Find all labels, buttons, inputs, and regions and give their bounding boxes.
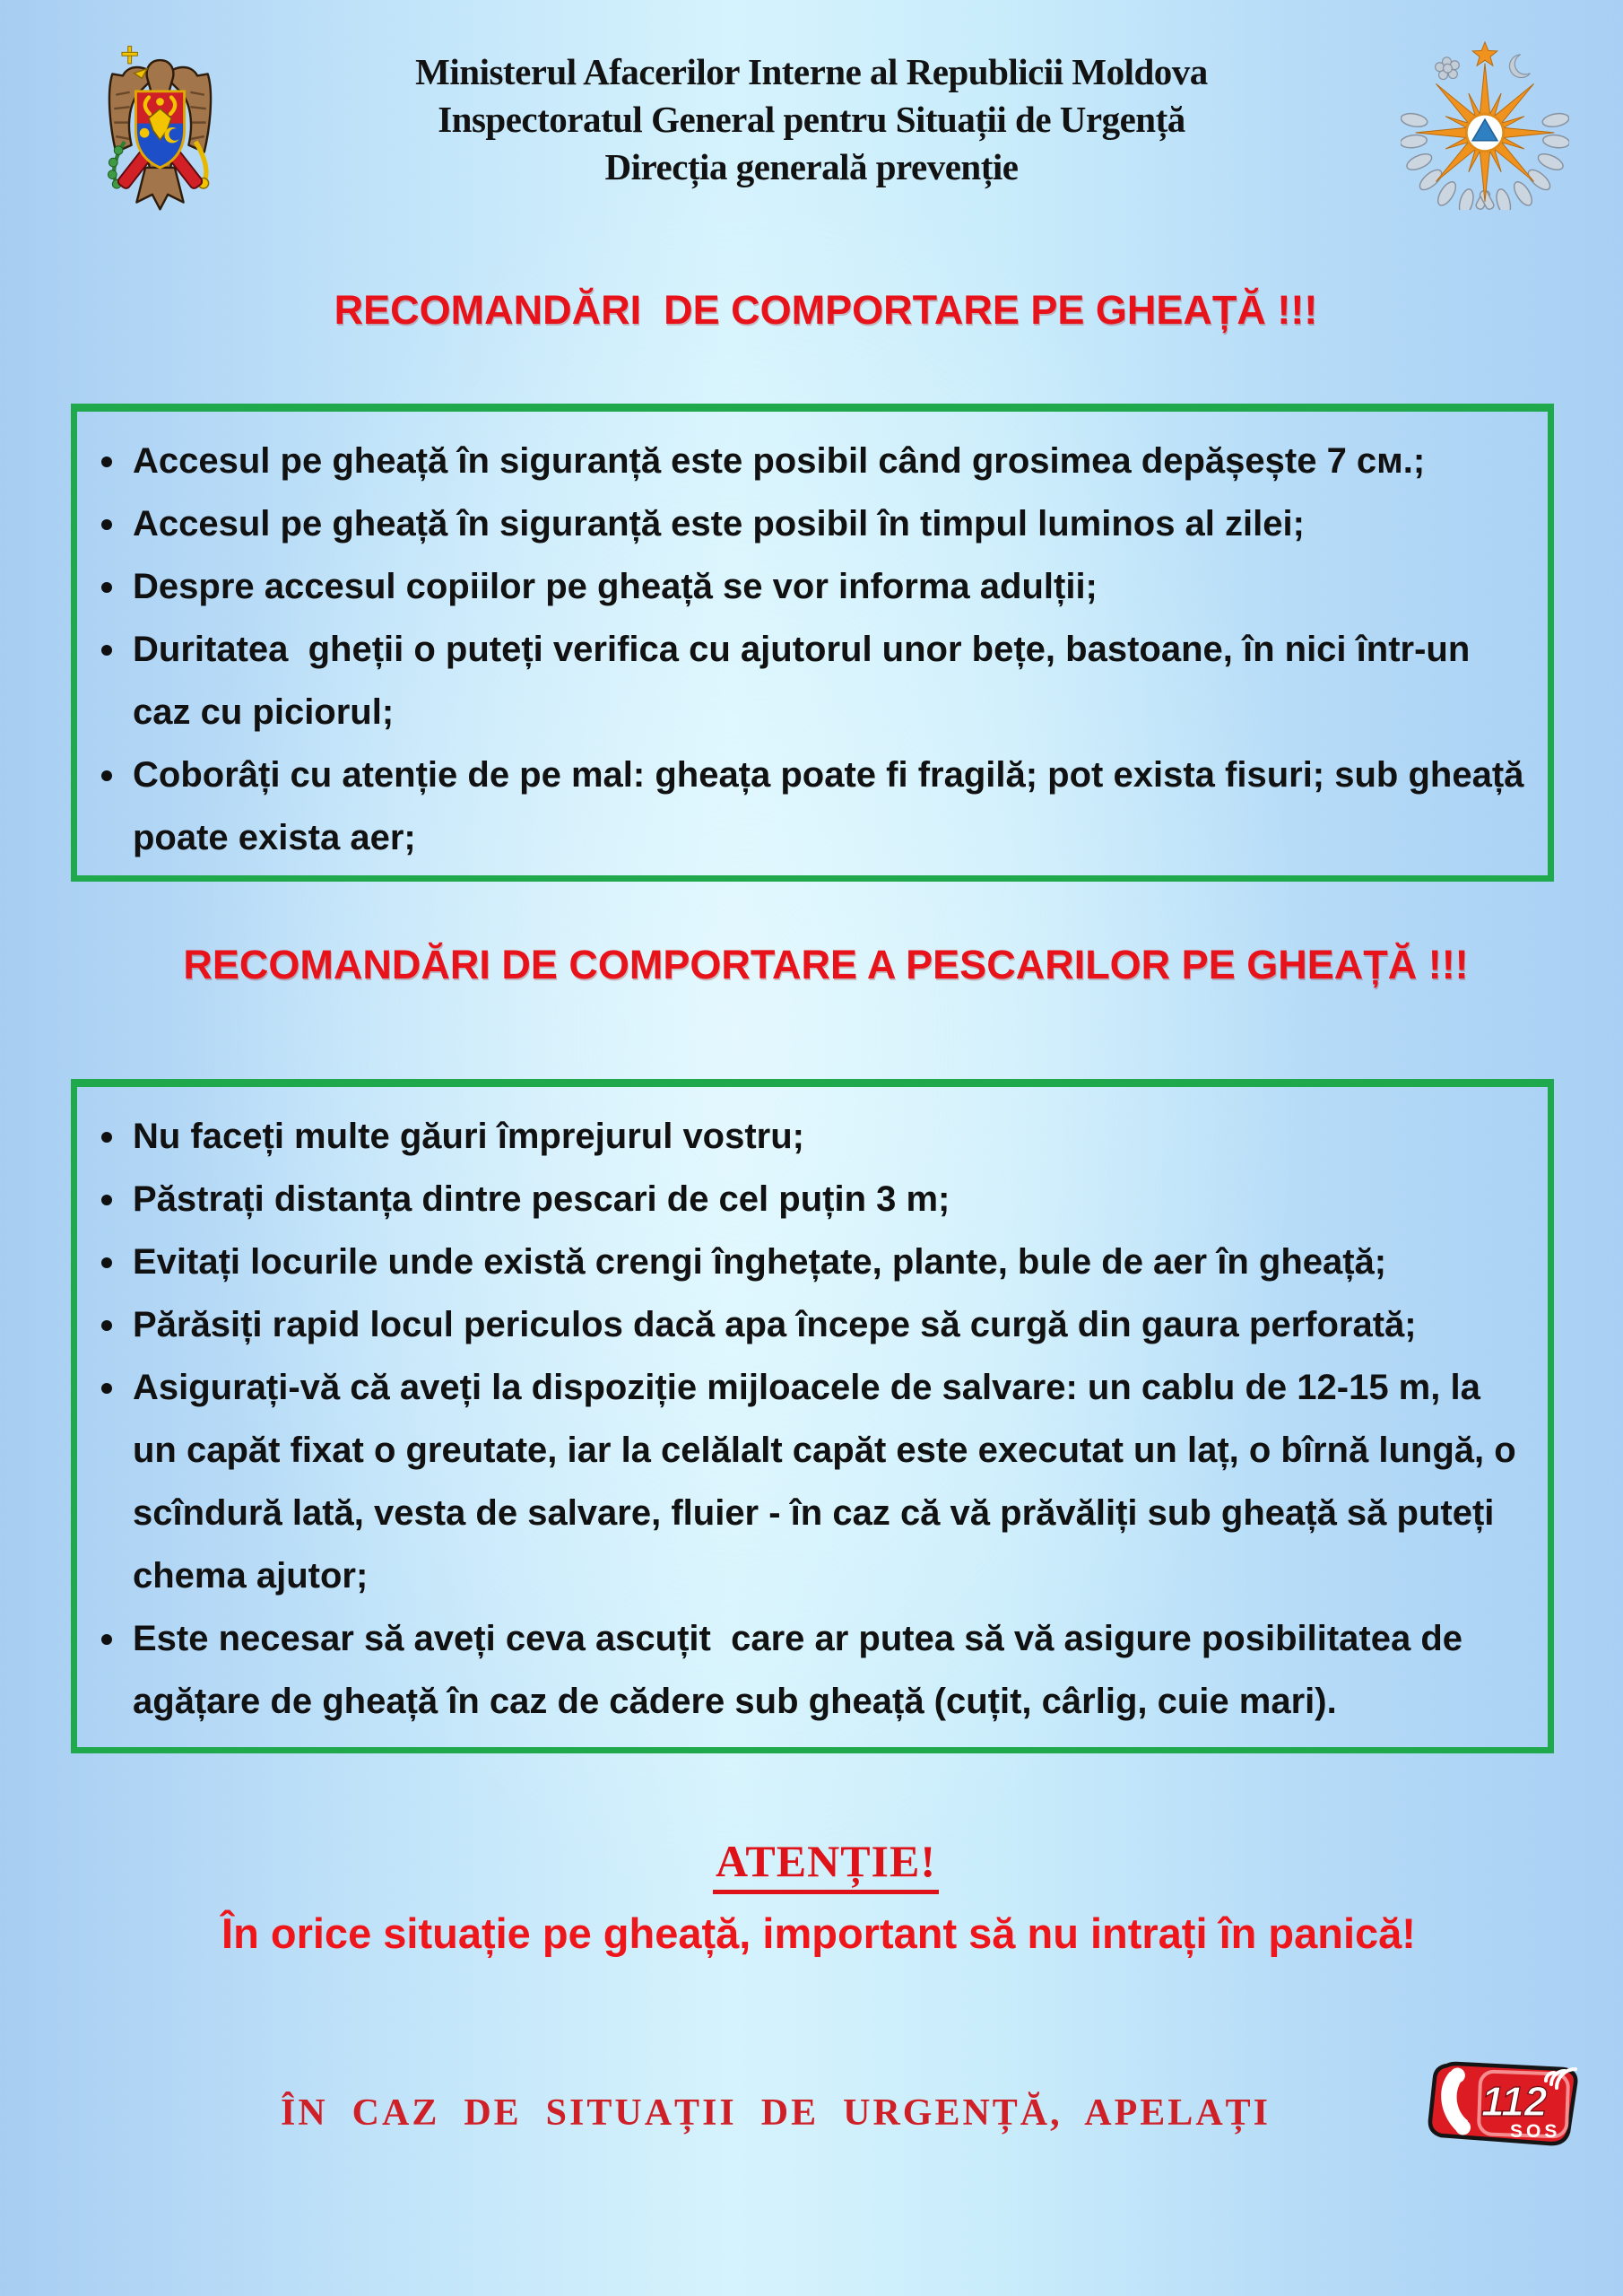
- list-item: Asigurați-vă că aveți la dispoziție mijloacele de salvare: un cablu de 12-15 m, la un capăt fixat o greutate, iar la celălalt capăt este executat un laț, o bîrnă lungă, o scîndură lată, vesta de salvare, fluier - în caz că vă prăvăliți sub gheață să puteți chema ajutor;: [88, 1356, 1526, 1607]
- org-title-line1: Ministerul Afacerilor Interne al Republicii Moldova: [415, 51, 1208, 92]
- section2-box: [71, 1079, 1554, 1753]
- badge-112: [1428, 2059, 1578, 2147]
- list-item: Duritatea gheții o puteți verifica cu ajutorul unor bețe, bastoane, în nici într-un caz cu piciorul;: [88, 618, 1526, 744]
- list-item: Păstrați distanța dintre pescari de cel puțin 3 m;: [88, 1168, 1526, 1231]
- badge-number: 112: [1481, 2078, 1548, 2125]
- list-item: Părăsiți rapid locul periculos dacă apa începe să curgă din gaura perforată;: [88, 1293, 1526, 1356]
- badge-sos-label: SOS: [1510, 2121, 1561, 2142]
- org-title: [260, 48, 1363, 191]
- header: [0, 34, 1623, 227]
- section1-list: [88, 430, 1534, 869]
- list-item: Coborâți cu atenție de pe mal: gheața poate fi fragilă; pot exista fisuri; sub gheață poate exista aer;: [88, 744, 1526, 869]
- section2-list: [88, 1105, 1526, 1733]
- crescent-icon: [1509, 55, 1530, 78]
- list-item: Nu faceți multe găuri împrejurul vostru;: [88, 1105, 1526, 1168]
- attention-title: ATENȚIE!: [713, 1835, 939, 1894]
- section2-title: RECOMANDĂRI DE COMPORTARE A PESCARILOR PE GHEAȚĂ !!!: [183, 942, 1469, 987]
- attention-message: În orice situație pe gheață, important să nu intrați în panică!: [221, 1909, 1416, 1957]
- list-item: Este necesar să aveți ceva ascuțit care ar putea să vă asigure posibilitatea de agățare de gheață în caz de cădere sub gheață (cuțit, cârlig, cuie mari).: [88, 1607, 1526, 1733]
- org-title-line2: Inspectoratul General pentru Situații de Urgență: [438, 99, 1185, 140]
- igsu-emblem-icon: [1401, 39, 1569, 210]
- org-title-line3: Direcția generală prevenție: [604, 146, 1019, 187]
- attention-block: [14, 1835, 1623, 1894]
- flower-icon: [1436, 57, 1460, 80]
- list-item: Accesul pe gheață în siguranță este posibil când grosimea depășește 7 см.;: [88, 430, 1526, 492]
- moldova-coat-of-arms-icon: [95, 38, 225, 214]
- list-item: Evitați locurile unde există crengi înghețate, plante, bule de aer în gheață;: [88, 1231, 1526, 1293]
- section1-title: RECOMANDĂRI DE COMPORTARE PE GHEAȚĂ !!!: [334, 287, 1318, 333]
- section1-box: [71, 404, 1554, 882]
- list-item: Accesul pe gheață în siguranță este posibil în timpul luminos al zilei;: [88, 492, 1526, 555]
- star-icon: [1472, 42, 1497, 65]
- list-item: Despre accesul copiilor pe gheață se vor informa adulții;: [88, 555, 1526, 618]
- emergency-call-text: ÎN CAZ DE SITUAȚII DE URGENȚĂ, APELAȚI: [280, 2092, 1271, 2134]
